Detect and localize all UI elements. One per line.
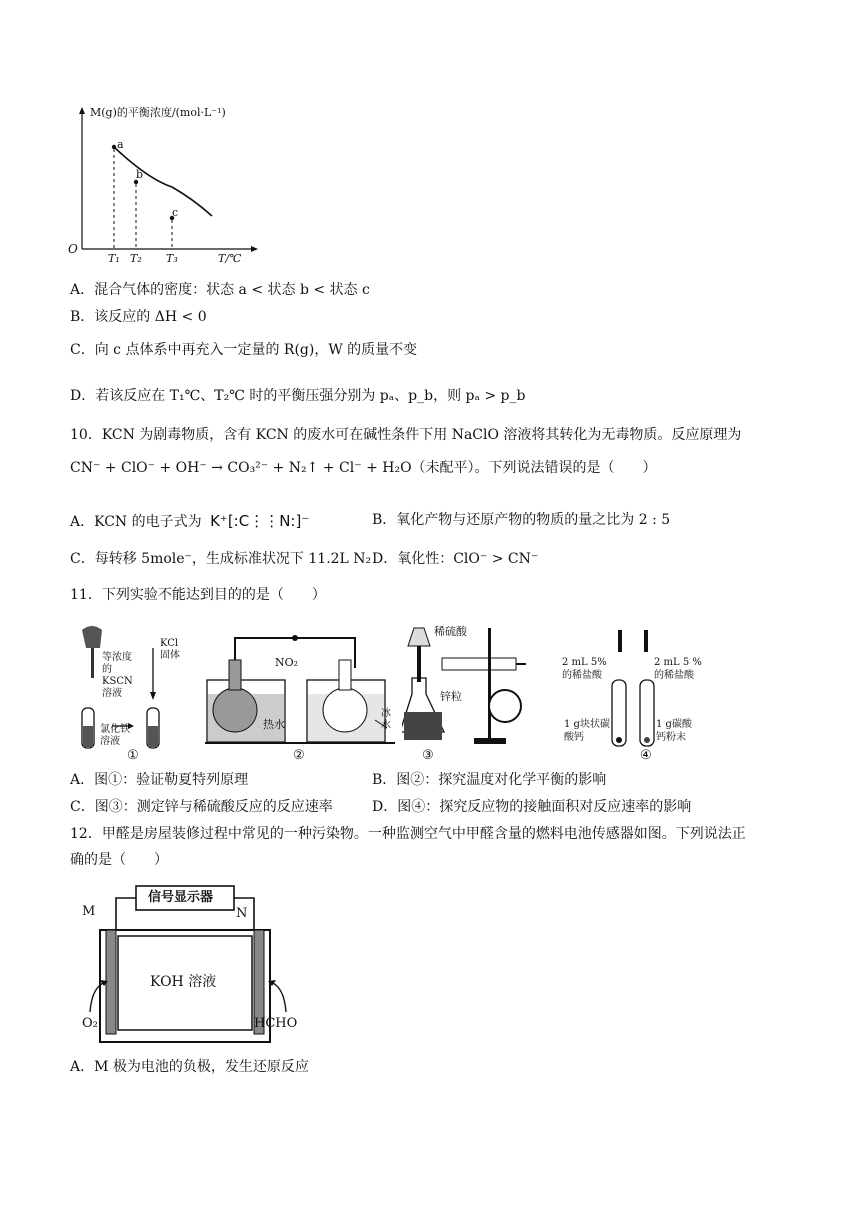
q10-option-b: B．氧化产物与还原产物的物质的量之比为 2 : 5 [372,512,671,528]
q10-equation: CN⁻ + ClO⁻ + OH⁻ → CO₃²⁻ + N₂↑ + Cl⁻ + H₂O（未配平）。下列说法错误的是（ ） [70,460,657,476]
experiment-figure-4 [562,620,712,766]
signal-display-label: 信号显示器 [148,890,214,905]
fig4-acid1-label: 2 mL 5%的稀盐酸 [562,657,607,681]
q12-stem-line2: 确的是（ ） [70,852,168,868]
fig1-tube-label: 氯化铁溶液 [100,724,130,747]
q9-option-d: D．若该反应在 T₁℃、T₂℃ 时的平衡压强分别为 pₐ、p_b，则 pₐ > p_b [70,388,526,404]
fig4-number: ④ [640,748,652,763]
point-c-label: c [172,206,179,219]
fig1-solid-label: KCl固体 [160,638,180,661]
q11-option-a: A．图①：验证勒夏特列原理 [70,772,249,788]
fig3-number: ③ [422,748,434,763]
x-axis-unit: T/℃ [218,252,242,265]
q9-option-a: A．混合气体的密度：状态 a < 状态 b < 状态 c [70,282,370,298]
experiment-figure-1 [72,620,197,766]
q11-option-b: B．图②：探究温度对化学平衡的影响 [372,772,607,788]
experiment-figure-2 [205,620,395,766]
oxygen-label: O₂ [82,1016,98,1031]
y-axis-label: M(g)的平衡浓度/(mol·L⁻¹) [90,106,226,119]
tick-t3: T₃ [166,252,178,265]
formaldehyde-label: HCHO [254,1016,298,1031]
fig3-zinc-label: 锌粒 [440,690,462,703]
fig2-gas-label: NO₂ [275,656,299,669]
fig2-number: ② [293,748,305,763]
q10-option-d: D．氧化性：ClO⁻ > CN⁻ [372,551,539,567]
point-b-label: b [136,168,144,181]
kcn-electron-formula: K⁺[:C⋮⋮N:]⁻ [210,512,310,530]
fig2-hot-water-label: 热水 [263,718,285,731]
tick-t1: T₁ [108,252,120,265]
q10-option-a-label: A．KCN 的电子式为 [70,514,202,530]
q10-option-a [70,512,309,531]
electrode-m-label: M [82,904,96,919]
q9-option-c: C．向 c 点体系中再充入一定量的 R(g)，W 的质量不变 [70,342,418,358]
fig4-solid2-label: 1 g碳酸钙粉末 [656,719,692,743]
q10-option-c: C．每转移 5mole⁻，生成标准状况下 11.2L N₂ [70,551,372,567]
q12-stem-line1: 12．甲醛是房屋装修过程中常见的一种污染物。一种监测空气中甲醛含量的燃料电池传感器如图。下列说法正 [70,826,746,842]
q11-option-c: C．图③：测定锌与稀硫酸反应的反应速率 [70,799,333,815]
fig3-acid-label: 稀硫酸 [434,625,467,638]
point-a-label: a [117,138,124,151]
origin-label: O [68,242,78,256]
fig4-acid2-label: 2 mL 5 %的稀盐酸 [654,657,702,681]
fig4-solid1-label: 1 g块状碳酸钙 [564,719,610,743]
fig2-ice-water-label: 冰水 [381,708,391,731]
q12-option-a: A．M 极为电池的负极，发生还原反应 [70,1059,309,1075]
koh-solution-label: KOH 溶液 [150,974,217,990]
q9-option-b: B．该反应的 ΔH < 0 [70,309,207,325]
experiment-figure-3 [402,620,534,766]
fuel-cell-sensor-figure [78,880,300,1050]
q11-stem: 11．下列实验不能达到目的的是（ ） [70,587,326,603]
fig1-reagent-label: 等浓度的KSCN溶液 [102,652,133,699]
fig1-number: ① [127,748,139,763]
equilibrium-concentration-graph [68,104,258,272]
electrode-n-label: N [236,906,248,921]
tick-t2: T₂ [130,252,142,265]
q10-stem: 10．KCN 为剧毒物质，含有 KCN 的废水可在碱性条件下用 NaClO 溶液将其转化为无毒物质。反应原理为 [70,427,742,443]
q11-option-d: D．图④：探究反应物的接触面积对反应速率的影响 [372,799,692,815]
